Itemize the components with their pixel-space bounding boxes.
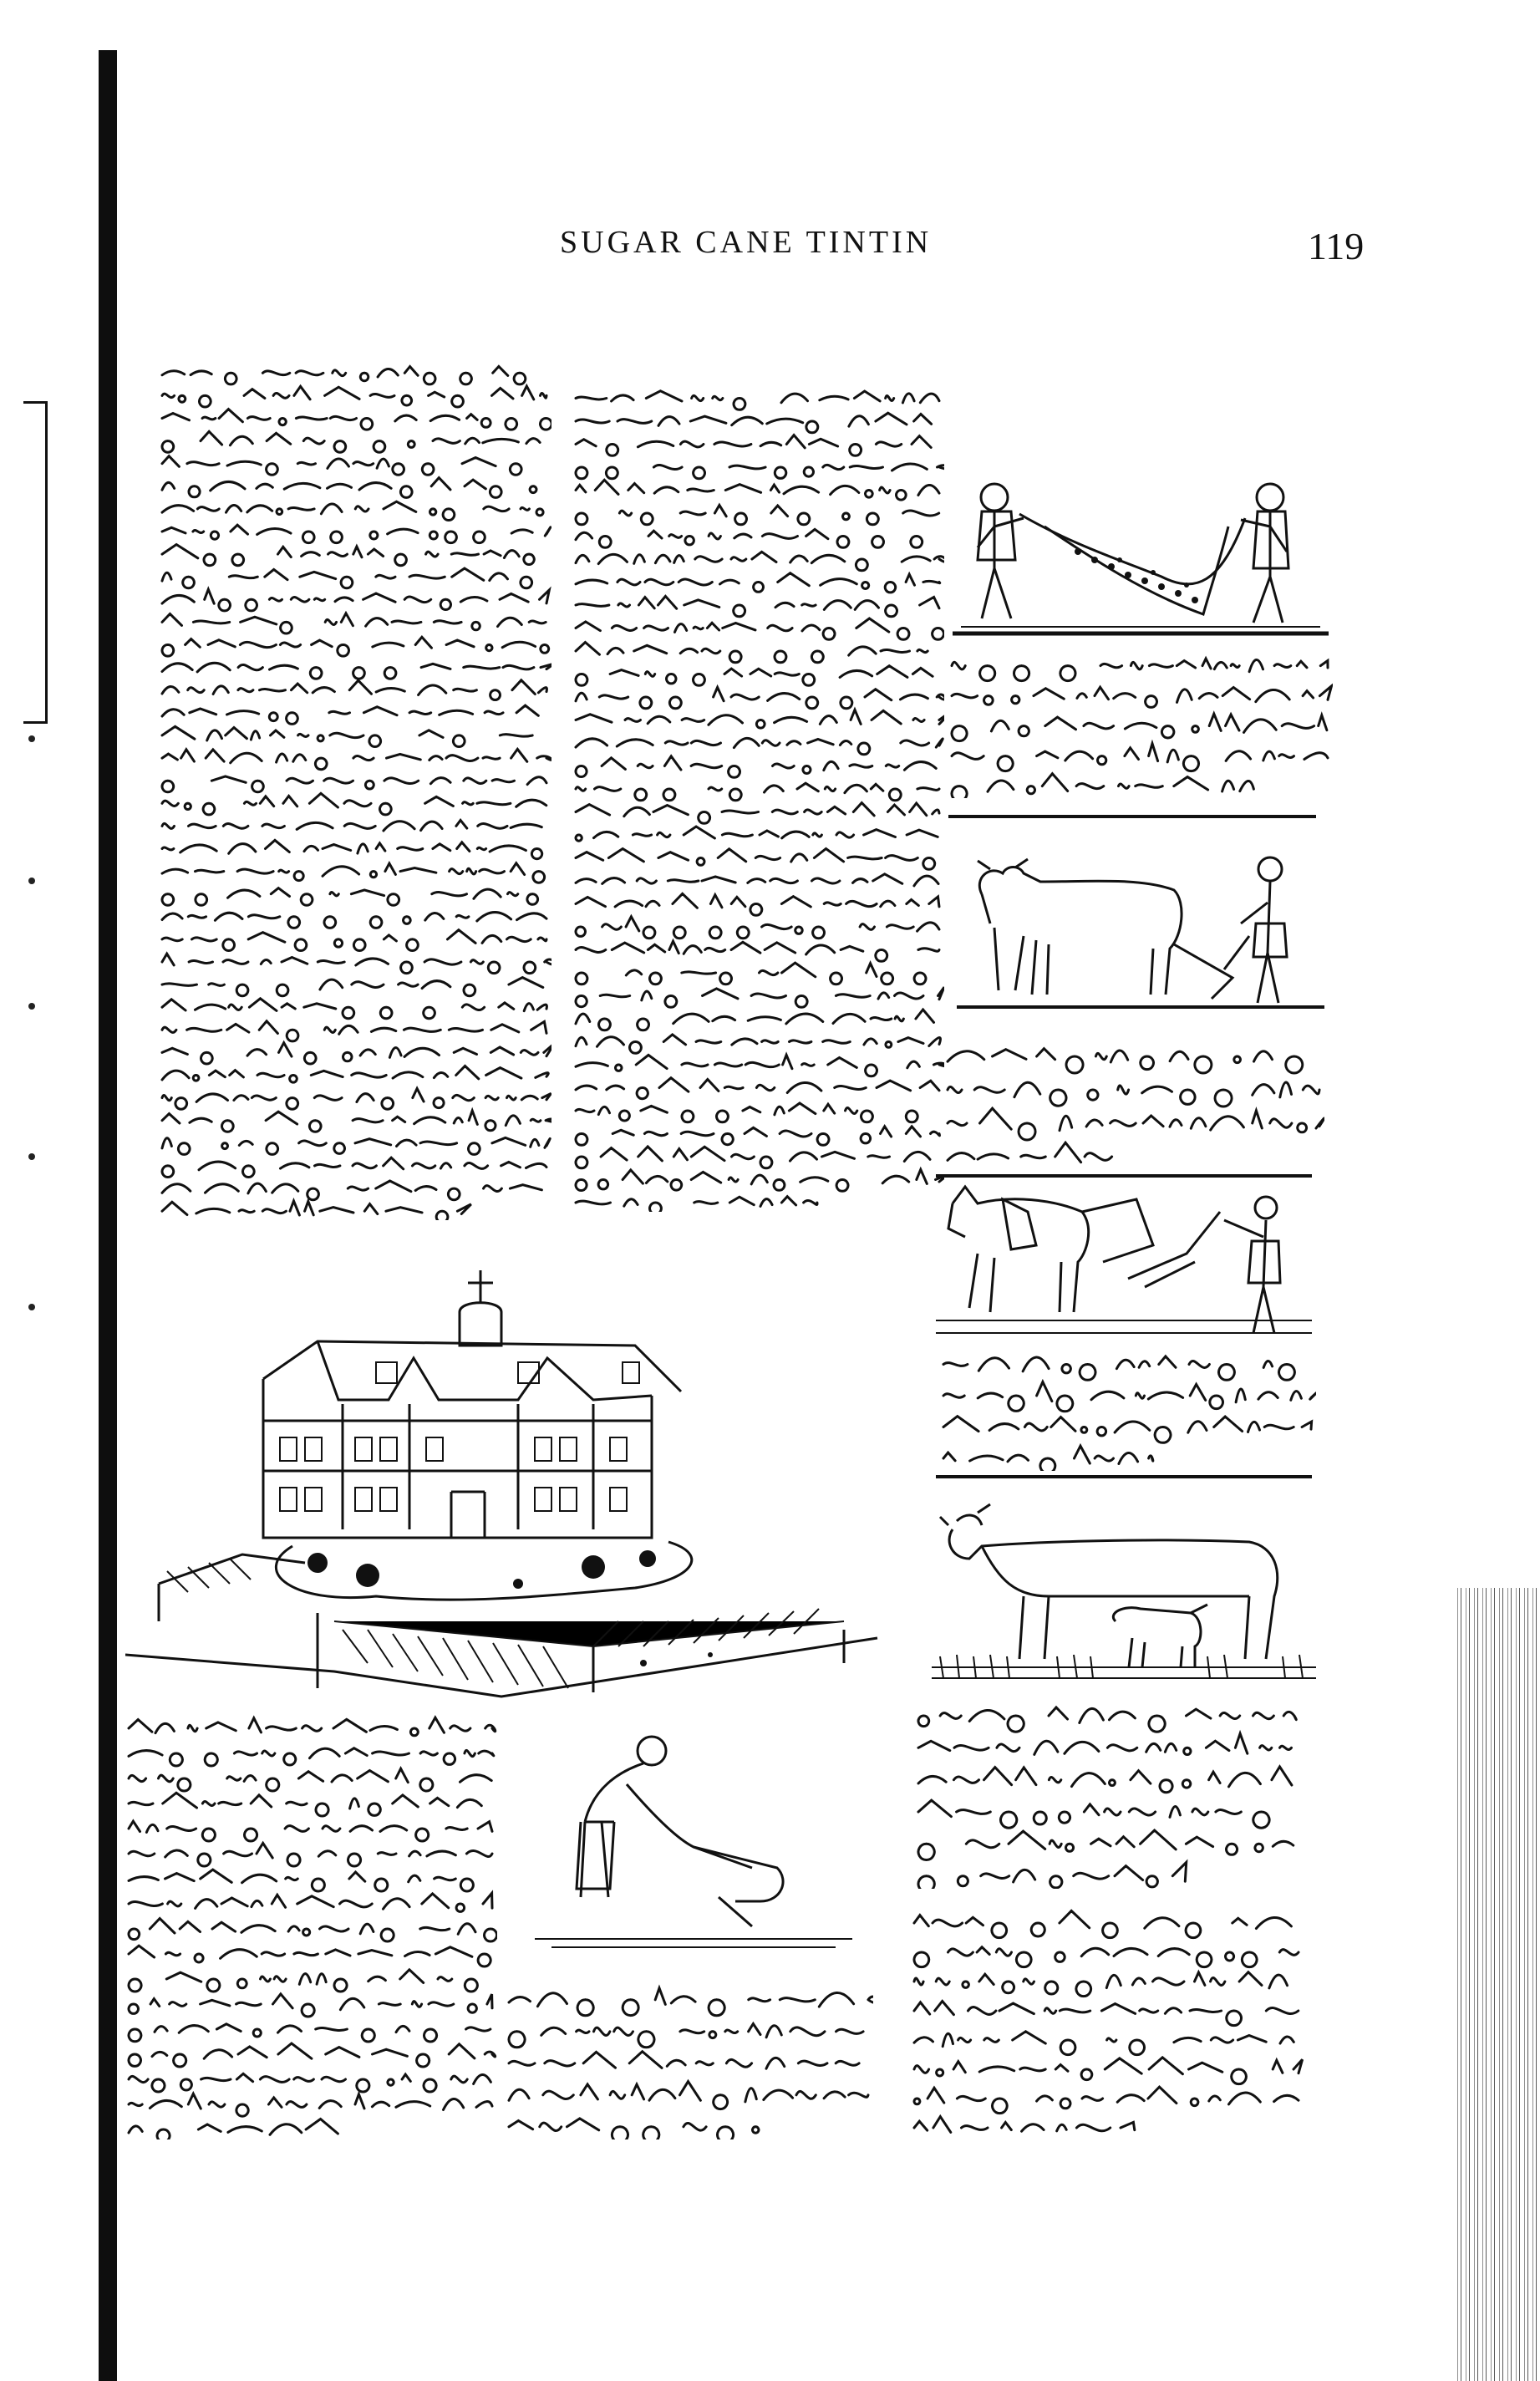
shorthand-line <box>162 637 549 656</box>
shorthand-line <box>952 774 1253 798</box>
shorthand-script-block <box>572 384 944 1212</box>
shorthand-line <box>576 666 933 686</box>
shorthand-line <box>952 714 1327 740</box>
building-icon <box>125 1254 902 1705</box>
shorthand-line <box>576 1147 930 1168</box>
shorthand-line <box>576 1103 917 1122</box>
shorthand-line <box>162 954 551 973</box>
shorthand-line <box>576 618 943 639</box>
shorthand-line <box>576 874 938 886</box>
shorthand-line <box>162 386 546 407</box>
margin-mark <box>28 1153 35 1160</box>
shorthand-line <box>948 1108 1324 1140</box>
shorthand-line <box>129 1919 497 1941</box>
shorthand-line <box>948 1049 1303 1073</box>
shorthand-line <box>129 2073 490 2092</box>
shorthand-line <box>162 680 546 700</box>
shorthand-line <box>129 1717 496 1736</box>
shorthand-line <box>129 2024 490 2042</box>
shorthand-line <box>129 1768 491 1791</box>
shorthand-line <box>576 1010 934 1030</box>
shorthand-line <box>576 1078 939 1099</box>
scan-edge-noise <box>1456 1588 1540 2381</box>
shorthand-line <box>129 1793 481 1816</box>
shorthand-line <box>576 1197 817 1212</box>
shorthand-line <box>162 501 543 520</box>
shorthand-line <box>162 568 532 588</box>
shorthand-line <box>914 2002 1299 2026</box>
shorthand-line <box>918 1733 1292 1754</box>
shorthand-line <box>576 783 939 801</box>
shorthand-line <box>914 1947 1299 1967</box>
shorthand-line <box>509 2052 859 2069</box>
shorthand-line <box>162 525 551 542</box>
shorthand-line <box>576 1055 944 1076</box>
shorthand-caption-4 <box>915 1697 1299 1889</box>
shorthand-line <box>162 1201 471 1220</box>
shorthand-line <box>576 803 939 824</box>
shorthand-line <box>162 613 546 633</box>
book-binding-shadow <box>99 50 117 2381</box>
shorthand-line <box>948 1142 1112 1163</box>
shorthand-line <box>918 1800 1269 1828</box>
shorthand-line <box>914 2117 1135 2133</box>
shorthand-caption-2 <box>944 1036 1324 1170</box>
shorthand-script-block <box>940 1346 1316 1471</box>
shorthand-line <box>162 888 538 906</box>
shorthand-line <box>914 1910 1291 1937</box>
shorthand-line <box>129 1946 490 1966</box>
shorthand-line <box>576 963 926 984</box>
shorthand-line <box>162 913 546 928</box>
shorthand-line <box>576 480 939 500</box>
margin-bracket <box>23 401 48 724</box>
shorthand-line <box>162 863 545 883</box>
shorthand-line <box>162 978 543 996</box>
shorthand-line <box>914 2032 1293 2055</box>
illustration-mission-house <box>125 1254 902 1705</box>
shorthand-line <box>509 1988 873 2016</box>
shorthand-line <box>948 1082 1319 1107</box>
shorthand-script-block <box>911 1905 1304 2139</box>
shorthand-line <box>509 2119 759 2139</box>
shorthand-line <box>162 478 536 498</box>
shorthand-line <box>162 663 551 679</box>
margin-mark <box>28 878 35 884</box>
shorthand-caption-bottom-middle <box>506 1981 873 2139</box>
shorthand-line <box>576 643 928 663</box>
shorthand-line <box>162 840 542 858</box>
shorthand-line <box>509 2082 868 2109</box>
shorthand-line <box>129 1821 492 1841</box>
shorthand-line <box>952 686 1332 708</box>
shorthand-caption-3 <box>940 1346 1316 1471</box>
rule <box>936 1174 1312 1178</box>
shorthand-line <box>162 820 541 831</box>
illustration-horse-plowing <box>936 1178 1312 1346</box>
figures-carrying-icon <box>953 468 1329 644</box>
shorthand-line <box>576 687 944 708</box>
shorthand-line <box>943 1382 1316 1412</box>
shorthand-line <box>576 917 939 939</box>
shorthand-line <box>576 941 939 961</box>
shorthand-line <box>162 705 538 724</box>
shorthand-line <box>576 505 939 524</box>
shorthand-line <box>162 366 526 384</box>
shorthand-line <box>162 1043 551 1064</box>
shorthand-line <box>162 1181 541 1200</box>
shorthand-line <box>943 1417 1312 1443</box>
shorthand-line <box>576 529 922 547</box>
ox-plow-icon <box>957 844 1324 1024</box>
shorthand-line <box>162 1021 546 1041</box>
horse-plow-icon <box>936 1178 1312 1346</box>
shorthand-line <box>129 2043 496 2067</box>
shorthand-line <box>162 776 546 792</box>
rule <box>948 815 1316 818</box>
margin-mark <box>28 1003 35 1010</box>
shorthand-line <box>943 1446 1153 1471</box>
shorthand-line <box>162 999 546 1019</box>
shorthand-line <box>918 1830 1293 1860</box>
shorthand-line <box>576 1035 940 1053</box>
shorthand-line <box>162 431 540 452</box>
shorthand-line <box>914 1972 1288 1997</box>
shorthand-line <box>162 1066 548 1083</box>
shorthand-line <box>576 738 943 754</box>
shorthand-line <box>129 2119 338 2140</box>
shorthand-line <box>162 456 521 476</box>
shorthand-line <box>129 1843 492 1866</box>
shorthand-line <box>129 1870 473 1891</box>
shorthand-line <box>162 410 551 430</box>
margin-mark <box>28 735 35 742</box>
shorthand-line <box>162 793 546 815</box>
shorthand-line <box>162 1157 546 1177</box>
shorthand-line <box>918 1862 1187 1889</box>
shorthand-column-left <box>159 359 551 1220</box>
shorthand-line <box>576 987 944 1007</box>
shorthand-script-block <box>159 359 551 1220</box>
shorthand-column-bottom-left <box>125 1713 497 2139</box>
shorthand-line <box>918 1707 1296 1732</box>
shorthand-line <box>576 827 938 841</box>
shorthand-line <box>162 1111 551 1132</box>
shorthand-line <box>576 596 939 616</box>
shorthand-line <box>576 756 936 777</box>
rule <box>936 1475 1312 1478</box>
shorthand-line <box>129 1970 477 1992</box>
shorthand-line <box>576 849 935 870</box>
shorthand-line <box>914 2087 1299 2113</box>
shorthand-line <box>576 1169 944 1191</box>
shorthand-line <box>576 435 931 456</box>
shorthand-line <box>162 1137 550 1154</box>
margin-mark <box>28 1304 35 1310</box>
shorthand-line <box>952 659 1328 681</box>
shorthand-line <box>129 2094 492 2116</box>
shorthand-paragraph-right-bottom <box>911 1905 1304 2139</box>
shorthand-line <box>576 1127 939 1145</box>
shorthand-line <box>509 2024 863 2048</box>
shorthand-line <box>576 413 932 433</box>
shorthand-line <box>918 1767 1292 1793</box>
shorthand-line <box>162 545 534 566</box>
shorthand-line <box>129 1994 492 2017</box>
page-number: 119 <box>1308 225 1365 267</box>
shorthand-line <box>952 744 1328 771</box>
illustration-oxen-plowing <box>957 844 1324 1024</box>
shorthand-line <box>576 893 939 915</box>
cow-icon <box>932 1479 1316 1692</box>
shorthand-line <box>576 552 944 570</box>
shorthand-line <box>576 464 944 479</box>
shorthand-line <box>162 930 546 951</box>
shorthand-script-block <box>944 1036 1324 1170</box>
running-head: SUGAR CANE TINTIN <box>560 225 933 260</box>
shorthand-script-block <box>506 1981 873 2139</box>
illustration-man-with-hand-plow <box>501 1722 886 1964</box>
shorthand-column-middle <box>572 384 944 1212</box>
shorthand-script-block <box>125 1713 497 2139</box>
shorthand-line <box>162 1089 551 1110</box>
shorthand-script-block <box>948 648 1333 798</box>
shorthand-caption-1 <box>948 648 1333 798</box>
illustration-two-men-carrying <box>953 468 1329 644</box>
shorthand-line <box>129 1893 492 1911</box>
shorthand-line <box>129 1748 494 1766</box>
illustration-cow-and-calf <box>932 1479 1316 1692</box>
shorthand-line <box>162 589 549 611</box>
shorthand-script-block <box>915 1697 1299 1889</box>
shorthand-line <box>162 749 551 769</box>
shorthand-line <box>943 1356 1294 1380</box>
shorthand-line <box>162 726 532 746</box>
hand-plow-icon <box>501 1722 886 1964</box>
shorthand-line <box>576 391 939 410</box>
shorthand-line <box>576 573 940 593</box>
shorthand-line <box>576 710 944 728</box>
shorthand-line <box>914 2058 1303 2084</box>
